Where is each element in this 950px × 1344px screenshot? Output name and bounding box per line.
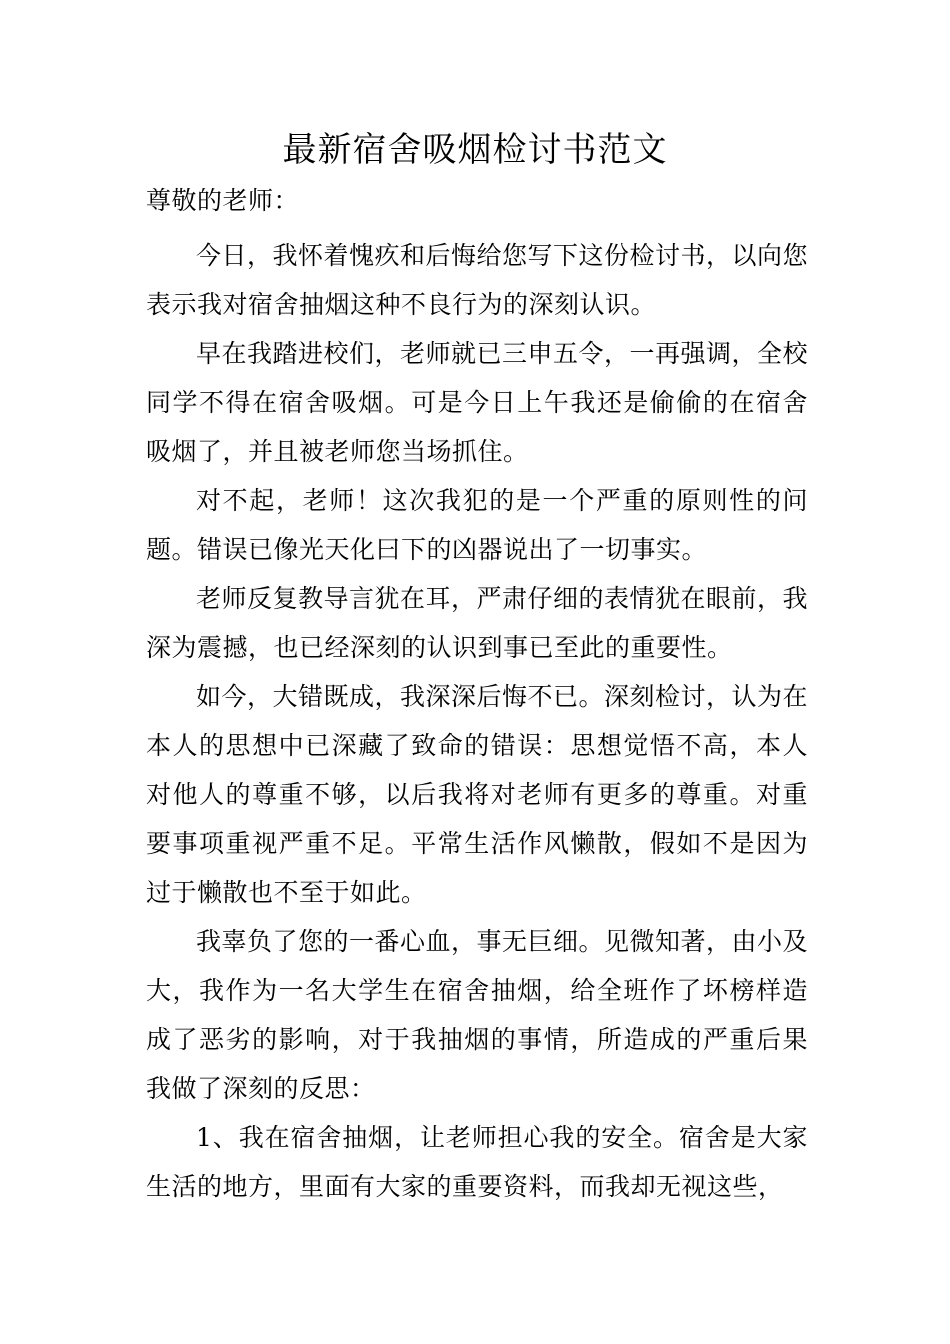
paragraph-4: 老师反复教导言犹在耳，严肃仔细的表情犹在眼前，我深为震撼，也已经深刻的认识到事已至此的重要性。 — [146, 584, 809, 662]
paragraph-5: 如今，大错既成，我深深后悔不已。深刻检讨，认为在本人的思想中已深藏了致命的错误：思想觉悟不高，本人对他人的尊重不够，以后我将对老师有更多的尊重。对重要事项重视严重不足。平常生活作风懒散，假如不是因为过于懒散也不至于如此。 — [146, 682, 809, 907]
paragraph-2: 早在我踏进校们，老师就已三申五令，一再强调，全校同学不得在宿舍吸烟。可是今日上午我还是偷偷的在宿舍吸烟了，并且被老师您当场抓住。 — [146, 339, 809, 466]
paragraph-7: 1、我在宿舍抽烟，让老师担心我的安全。宿舍是大家生活的地方，里面有大家的重要资料，而我却无视这些， — [146, 1123, 808, 1201]
document-title: 最新宿舍吸烟检讨书范文 — [282, 130, 668, 170]
paragraph-6: 我辜负了您的一番心血，事无巨细。见微知著，由小及大，我作为一名大学生在宿舍抽烟，给全班作了坏榜样造成了恶劣的影响，对于我抽烟的事情，所造成的严重后果我做了深刻的反思： — [146, 927, 809, 1103]
paragraph-3: 对不起，老师！这次我犯的是一个严重的原则性的问题。错误已像光天化曰下的凶器说出了一切事实。 — [146, 486, 808, 564]
paragraph-1: 今日，我怀着愧疚和后悔给您写下这份检讨书，以向您表示我对宿舍抽烟这种不良行为的深刻认识。 — [146, 241, 809, 319]
salutation: 尊敬的老师： — [146, 186, 300, 215]
document-body — [146, 180, 808, 1211]
